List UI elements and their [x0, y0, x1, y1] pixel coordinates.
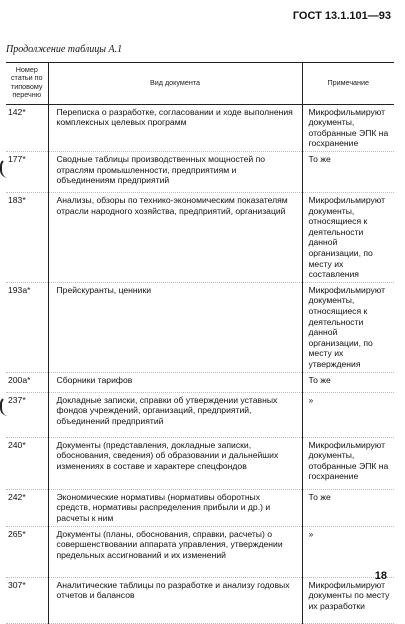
- row-document-type: Экономические нормативы (нормативы оборотных средств, нормативы распределения прибыли и др.) и расчеты к ним: [48, 489, 302, 526]
- row-document-type: Документы (планы, обоснования, справки, расчеты) о совершенствовании аппарата управления, утверждении предельных ассигнований и их изменений: [48, 526, 302, 577]
- table-row: [6, 489, 394, 526]
- row-number: 307*: [6, 577, 48, 623]
- row-document-type: Анализы, обзоры по технико-экономическим показателям отрасли народного хозяйства, предприятий, организаций: [48, 193, 302, 283]
- table-row: [6, 577, 394, 623]
- row-number: 265*: [6, 526, 48, 577]
- page-number: 18: [374, 570, 387, 582]
- archive-documents-table: [6, 62, 394, 624]
- table-row: [6, 526, 394, 577]
- row-note: То же: [302, 152, 394, 193]
- row-note: То же: [302, 372, 394, 392]
- row-number: 200а*: [6, 372, 48, 392]
- row-document-type: Аналитические таблицы по разработке и анализу годовых отчетов и балансов: [48, 577, 302, 623]
- table-row: [6, 152, 394, 193]
- row-number: 242*: [6, 489, 48, 526]
- table-header-row: [6, 63, 394, 105]
- row-number: 183*: [6, 193, 48, 283]
- table-row: [6, 437, 394, 489]
- row-note: Микрофильмируют документы по месту их разработки: [302, 577, 394, 623]
- row-document-type: Документы (представления, докладные записки, обоснования, сведения) об образовании и дальнейших изменениях в составе и характере спецфондов: [48, 437, 302, 489]
- table-caption: Продолжение таблицы А.1: [6, 44, 123, 55]
- row-note: Микрофильмируют документы, отобранные ЭПК на госхранение: [302, 437, 394, 489]
- document-standard-code: ГОСТ 13.1.101—93: [292, 10, 391, 22]
- row-note: Микрофильмируют документы, относящиеся к деятельности данной организации, по месту их утверждения: [302, 282, 394, 372]
- row-document-type: Сборники тарифов: [48, 372, 302, 392]
- row-note: Микрофильмируют документы, отобранные ЭПК на госхранение: [302, 104, 394, 151]
- row-number: 237*: [6, 392, 48, 437]
- row-document-type: Сводные таблицы производственных мощностей по отраслям промышленности, предприятиям и объединениям предприятий: [48, 152, 302, 193]
- row-number: 193а*: [6, 282, 48, 372]
- row-note: »: [302, 526, 394, 577]
- row-number: 240*: [6, 437, 48, 489]
- table-row: [6, 193, 394, 283]
- row-number: 177*: [6, 152, 48, 193]
- row-document-type: Переписка о разработке, согласовании и ходе выполнения комплексных целевых программ: [48, 104, 302, 151]
- table-row: [6, 282, 394, 372]
- archive-table-container: [6, 62, 394, 624]
- column-header-note: Примечание: [302, 63, 394, 105]
- row-document-type: Прейскуранты, ценники: [48, 282, 302, 372]
- row-note: Микрофильмируют документы, относящиеся к деятельности данной организации, по месту их составления: [302, 193, 394, 283]
- table-row: [6, 392, 394, 437]
- table-row: [6, 372, 394, 392]
- column-header-number: Номер статьи по типовому перечню: [6, 63, 48, 105]
- row-document-type: Докладные записки, справки об утверждении уставных фондов учреждений, организаций, предприятий, объединений предприятий: [48, 392, 302, 437]
- row-note: »: [302, 392, 394, 437]
- table-row: [6, 104, 394, 151]
- row-note: То же: [302, 489, 394, 526]
- table-body: [6, 104, 394, 623]
- row-number: 142*: [6, 104, 48, 151]
- column-header-document-type: Вид документа: [48, 63, 302, 105]
